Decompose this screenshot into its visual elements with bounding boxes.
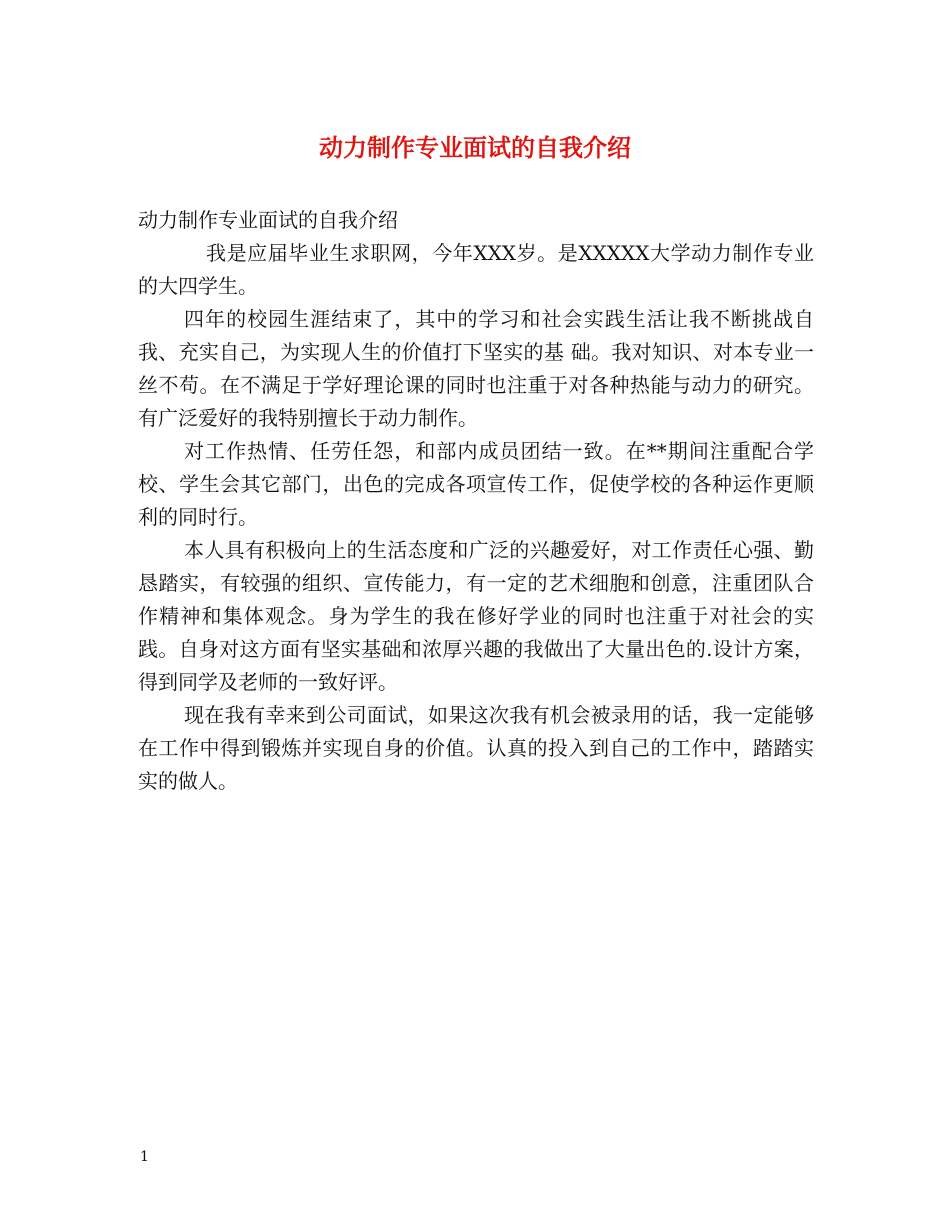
paragraph-1: 我是应届毕业生求职网，今年XXX岁。是XXXXX大学动力制作专业的大四学生。: [138, 241, 814, 298]
paragraph-3: 对工作热情、任劳任怨，和部内成员团结一致。在**期间注重配合学校、学生会其它部门，出色的完成各项宣传工作，促使学校的各种运作更顺利的同时行。: [138, 439, 814, 529]
document-subtitle: 动力制作专业面试的自我介绍: [138, 208, 398, 232]
document-title: 动力制作专业面试的自我介绍: [319, 134, 631, 162]
document-body: [138, 204, 814, 798]
paragraph-2: 四年的校园生涯结束了，其中的学习和社会实践生活让我不断挑战自我、充实自己，为实现人生的价值打下坚实的基 础。我对知识、对本专业一丝不苟。在不满足于学好理论课的同时也注重于对各种热能与动力的研究。有广泛爱好的我特别擅长于动力制作。: [138, 307, 814, 430]
paragraph-4: 本人具有积极向上的生活态度和广泛的兴趣爱好，对工作责任心强、勤恳踏实，有较强的组织、宣传能力，有一定的艺术细胞和创意，注重团队合作精神和集体观念。身为学生的我在修好学业的同时也注重于对社会的实践。自身对这方面有坚实基础和浓厚兴趣的我做出了大量出色的.设计方案，得到同学及老师的一致好评。: [138, 538, 814, 694]
page-number: 1: [140, 1149, 149, 1165]
paragraph-5: 现在我有幸来到公司面试，如果这次我有机会被录用的话，我一定能够在工作中得到锻炼并实现自身的价值。认真的投入到自己的工作中，踏踏实实的做人。: [138, 703, 814, 793]
